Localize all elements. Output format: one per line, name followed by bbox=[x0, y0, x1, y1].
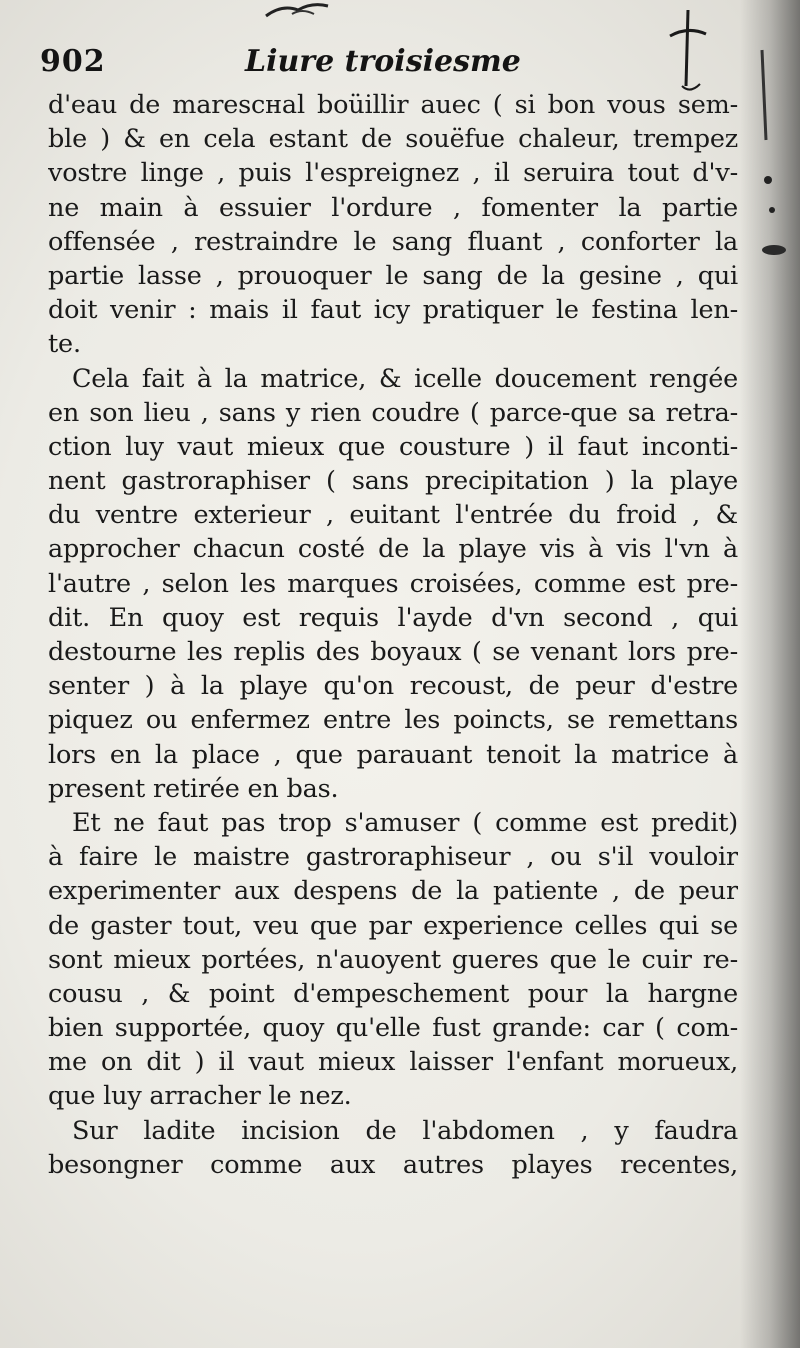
text-line: te. bbox=[48, 329, 81, 360]
text-line: sont mieux portées, n'auoyent gueres que le cuir re- bbox=[48, 944, 738, 975]
text-line: ble ) & en cela estant de souëfue chaleur, trempez bbox=[48, 124, 738, 155]
text-line: que luy arracher le nez. bbox=[48, 1081, 352, 1112]
paragraph-start-line: Cela fait à la matrice, & icelle doucement rengée bbox=[72, 363, 738, 394]
margin-ink-spots bbox=[750, 40, 790, 280]
paragraph-start-line: Sur ladite incision de l'abdomen , y faudra bbox=[72, 1115, 738, 1146]
text-line: present retirée en bas. bbox=[48, 773, 339, 804]
text-line: ne main à essuier l'ordure , fomenter la partie bbox=[48, 192, 738, 223]
text-line: senter ) à la playe qu'on recoust, de peur d'estre bbox=[48, 671, 738, 702]
text-line: partie lasse , prouoquer le sang de la gesine , qui bbox=[48, 260, 738, 291]
text-line: cousu , & point d'empeschement pour la hargne bbox=[48, 978, 738, 1009]
body-text bbox=[48, 88, 738, 1182]
text-line: doit venir : mais il faut icy pratiquer le festina len- bbox=[48, 295, 738, 326]
text-line: piquez ou enfermez entre les poincts, se remettans bbox=[48, 705, 738, 736]
text-line: besongner comme aux autres playes recentes, bbox=[48, 1149, 738, 1180]
text-line: lors en la place , que parauant tenoit la matrice à bbox=[48, 739, 738, 770]
text-line: ction luy vaut mieux que cousture ) il faut inconti- bbox=[48, 431, 738, 462]
text-line: l'autre , selon les marques croisées, comme est pre- bbox=[48, 568, 738, 599]
text-line: à faire le maistre gastroraphiseur , ou s'il vouloir bbox=[48, 842, 738, 873]
running-head bbox=[40, 44, 740, 84]
text-line: experimenter aux despens de la patiente , de peur bbox=[48, 876, 738, 907]
text-line: dit. En quoy est requis l'ayde d'vn second , qui bbox=[48, 602, 738, 633]
text-line: nent gastroraphiser ( sans precipitation ) la playe bbox=[48, 466, 738, 497]
text-line: offensée , restraindre le sang fluant , conforter la bbox=[48, 226, 738, 257]
text-line: approcher chacun costé de la playe vis à vis l'vn à bbox=[48, 534, 738, 565]
page-number: 902 bbox=[40, 44, 106, 79]
text-line: d'eau de marescʜal boüillir auec ( si bon vous sem- bbox=[48, 90, 738, 120]
text-line: en son lieu , sans y rien coudre ( parce-que sa retra- bbox=[48, 397, 738, 428]
text-line: me on dit ) il vaut mieux laisser l'enfant morueux, bbox=[48, 1047, 738, 1078]
running-title: Liure troisiesme bbox=[245, 44, 521, 79]
ink-flourish-mark bbox=[262, 0, 332, 22]
text-line: de gaster tout, veu que par experience celles qui se bbox=[48, 910, 738, 941]
text-line: du ventre exterieur , euitant l'entrée du froid , & bbox=[48, 500, 738, 531]
paragraph-start-line: Et ne faut pas trop s'amuser ( comme est predit) bbox=[72, 807, 738, 838]
text-line: bien supportée, quoy qu'elle fust grande: car ( com- bbox=[48, 1013, 738, 1044]
text-line: destourne les replis des boyaux ( se venant lors pre- bbox=[48, 637, 738, 667]
text-line: vostre linge , puis l'espreignez , il seruira tout d'v- bbox=[48, 158, 738, 189]
